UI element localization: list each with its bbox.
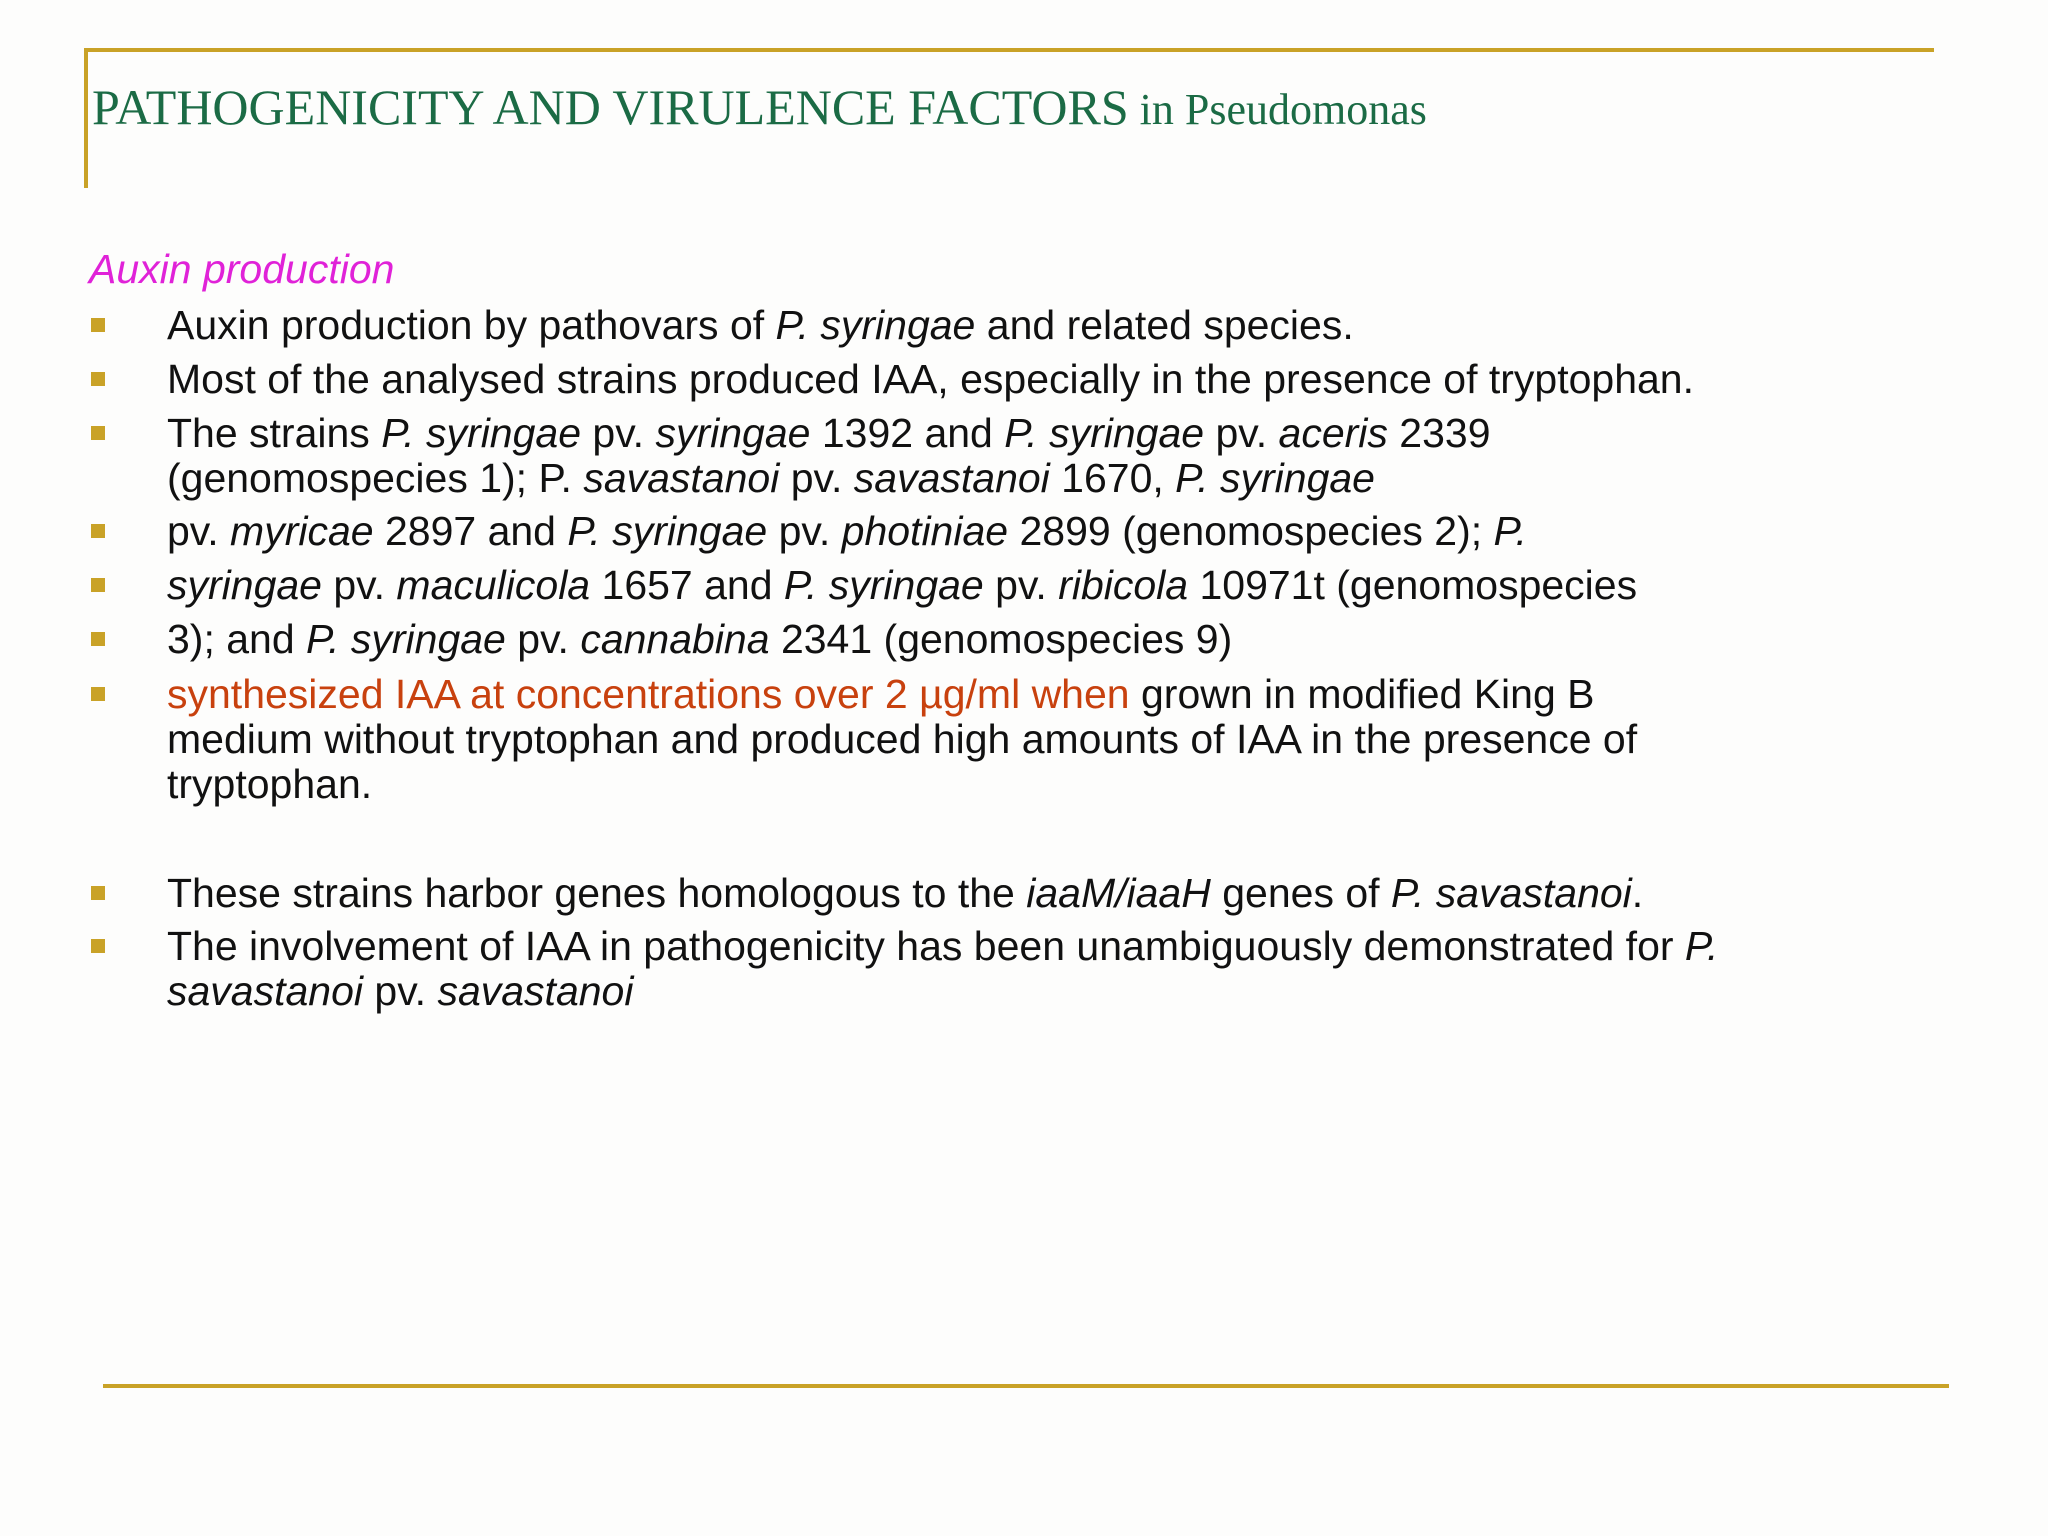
bullet-text: Auxin production by pathovars of P. syringae and related species.: [167, 302, 1354, 348]
bullet-square-icon: [91, 632, 105, 646]
bullet-text: The involvement of IAA in pathogenicity has been unambiguously demonstrated for P. savastanoi pv. savastanoi: [167, 923, 1719, 1014]
highlighted-text: synthesized IAA at concentrations over 2 µg/ml when: [167, 671, 1130, 717]
bullet-text: syringae pv. maculicola 1657 and P. syringae pv. ribicola 10971t (genomospecies: [167, 562, 1638, 608]
bullet-square-icon: [91, 372, 105, 386]
bullet-square-icon: [91, 687, 105, 701]
frame-top-rule: [84, 48, 1934, 52]
bullet-text: These strains harbor genes homologous to the iaaM/iaaH genes of P. savastanoi.: [167, 870, 1644, 916]
bullet-square-icon: [91, 578, 105, 592]
slide-title: [92, 78, 1427, 136]
bullet-text: The strains P. syringae pv. syringae 1392 and P. syringae pv. aceris 2339 (genomospecies 1); P. savastanoi pv. savastanoi 1670, P. syringae: [167, 410, 1491, 501]
slide-title-sub: in Pseudomonas: [1128, 85, 1427, 134]
bullet-square-icon: [91, 939, 105, 953]
bullet-text: 3); and P. syringae pv. cannabina 2341 (genomospecies 9): [167, 616, 1233, 662]
bullet-square-icon: [91, 318, 105, 332]
bullet-square-icon: [91, 426, 105, 440]
bullet-text: Most of the analysed strains produced IAA, especially in the presence of tryptophan.: [167, 356, 1694, 402]
bullet-text: pv. myricae 2897 and P. syringae pv. photiniae 2899 (genomospecies 2); P.: [167, 508, 1527, 554]
frame-left-rule: [84, 48, 88, 188]
bullet-text: synthesized IAA at concentrations over 2 µg/ml when grown in modified King B medium without tryptophan and produced high amounts of IAA in the presence of tryptophan.: [167, 671, 1638, 807]
bullet-square-icon: [91, 524, 105, 538]
footer-rule: [103, 1384, 1949, 1388]
subheading: Auxin production: [89, 246, 395, 292]
slide-title-main: PATHOGENICITY AND VIRULENCE FACTORS: [92, 79, 1129, 135]
bullet-square-icon: [91, 886, 105, 900]
